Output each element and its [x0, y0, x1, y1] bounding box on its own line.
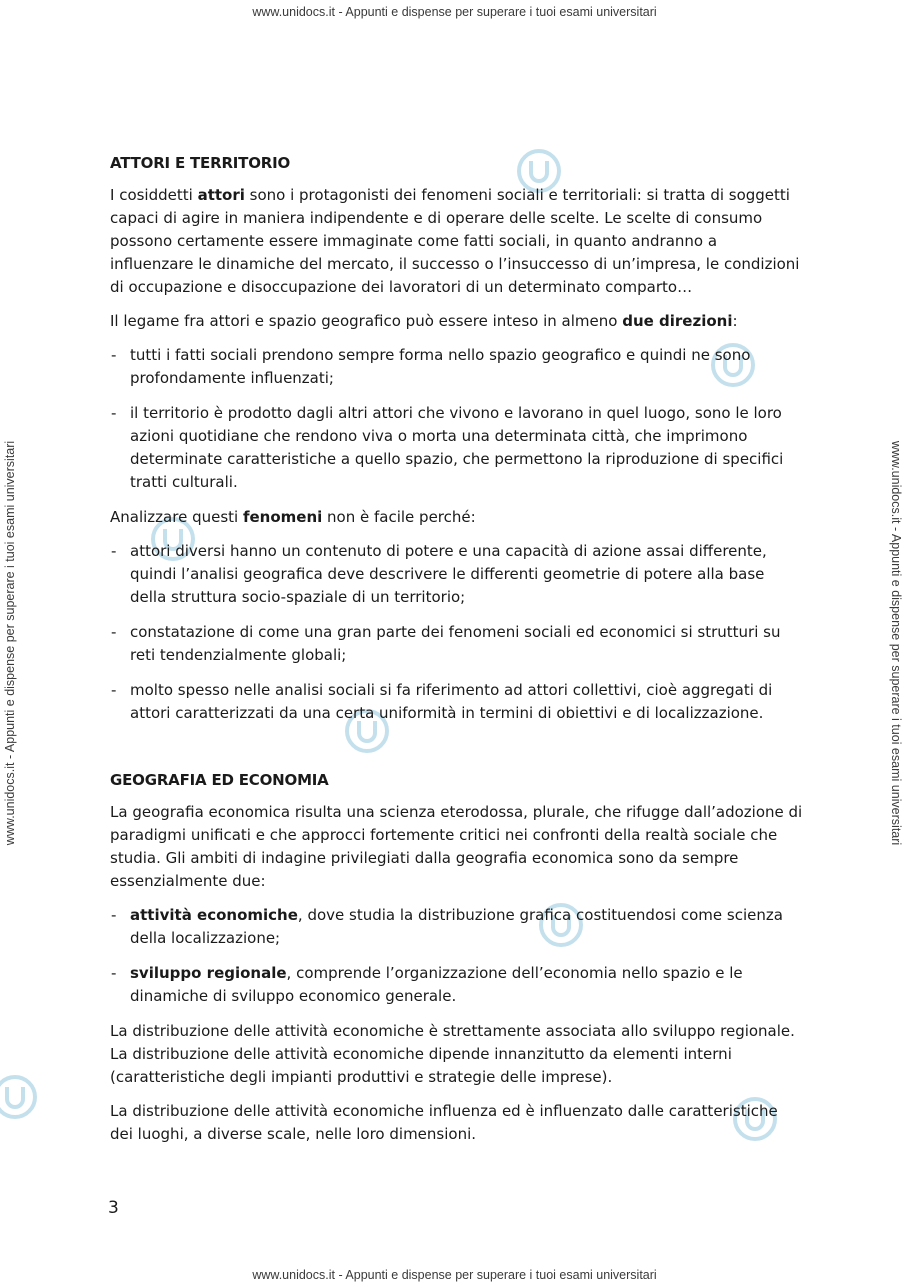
text-run: , comprende l’organizzazione dell’economia nello spazio e le dinamiche di sviluppo economico generale.	[130, 964, 743, 1005]
text-run: sono i protagonisti dei fenomeni sociali e territoriali: si tratta di soggetti capaci di agire in maniera indipendente e di operare delle scelte. Le scelte di consumo possono certamente essere immaginate come fatti sociali, in quanto andranno a influenzare le dinamiche del mercato, il successo o l’insuccesso di un’impresa, le condizioni di occupazione e disoccupazione dei lavoratori di un determinato comparto…	[110, 186, 800, 296]
text-run: :	[732, 312, 738, 330]
bold-term: attori	[197, 186, 245, 204]
paragraph-distribuzione-2: La distribuzione delle attività economiche influenza ed è influenzato dalle caratteristiche dei luoghi, a diverse scale, nelle loro dimensioni.	[110, 1102, 778, 1143]
text-run: Il legame fra attori e spazio geografico può essere inteso in almeno	[110, 312, 623, 330]
list-direzioni	[110, 344, 805, 494]
list-item: - il territorio è prodotto dagli altri attori che vivono e lavorano in quel luogo, sono le loro azioni quotidiane che rendono viva o morta una determinata città, che imprimono determinate caratteristiche a quello spazio, che permettono la riproduzione di specifici tratti culturali.	[110, 402, 805, 494]
document-body	[110, 152, 805, 1157]
bold-term: due direzioni	[622, 312, 733, 330]
watermark-left: www.unidocs.it - Appunti e dispense per superare i tuoi esami universitari	[3, 440, 17, 846]
text-run: Analizzare questi	[110, 508, 243, 526]
paragraph-legame	[110, 310, 805, 333]
watermark-bottom: www.unidocs.it - Appunti e dispense per superare i tuoi esami universitari	[252, 1268, 657, 1282]
list-item	[110, 962, 805, 1008]
list-item: - molto spesso nelle analisi sociali si fa riferimento ad attori collettivi, cioè aggregati di attori caratterizzati da una certa uniformità in termini di obiettivi e di localizzazione.	[110, 679, 805, 725]
section-title-geografia-economia: GEOGRAFIA ED ECONOMIA	[110, 771, 329, 789]
paragraph-geografia-economica: La geografia economica risulta una scienza eterodossa, plurale, che rifugge dall’adozione di paradigmi unificati e che approcci fortemente critici nei confronti della realtà sociale che studia. Gli ambiti di indagine privilegiati dalla geografia economica sono da sempre essenzialmente due:	[110, 803, 803, 890]
list-item: - tutti i fatti sociali prendono sempre forma nello spazio geografico e quindi ne sono profondamente influenzati;	[110, 344, 805, 390]
unidocs-logo-watermark-icon	[0, 1074, 38, 1120]
watermark-right: www.unidocs.it - Appunti e dispense per superare i tuoi esami universitari	[889, 440, 903, 846]
text-run: , dove studia la distribuzione grafica costituendosi come scienza della localizzazione;	[130, 906, 783, 947]
list-item: - constatazione di come una gran parte dei fenomeni sociali ed economici si strutturi su reti tendenzialmente globali;	[110, 621, 805, 667]
section-title-attori-territorio: ATTORI E TERRITORIO	[110, 154, 291, 172]
paragraph-fenomeni	[110, 506, 805, 529]
page-number: 3	[108, 1198, 119, 1218]
list-item: - attori diversi hanno un contenuto di potere e una capacità di azione assai differente, quindi l’analisi geografica deve descrivere le differenti geometrie di potere alla base della struttura socio-spaziale di un territorio;	[110, 540, 805, 609]
watermark-top: www.unidocs.it - Appunti e dispense per superare i tuoi esami universitari	[252, 5, 657, 19]
bold-term: fenomeni	[242, 508, 323, 526]
bold-term: sviluppo regionale	[130, 964, 287, 982]
list-ambiti	[110, 904, 805, 1008]
paragraph-distribuzione-1: La distribuzione delle attività economiche è strettamente associata allo sviluppo regionale. La distribuzione delle attività economiche dipende innanzitutto da elementi interni (caratteristiche degli impianti produttivi e strategie delle imprese).	[110, 1022, 795, 1086]
list-item	[110, 904, 805, 950]
bold-term: attività economiche	[130, 906, 298, 924]
section-gap	[110, 737, 805, 769]
text-run: non è facile perché:	[322, 508, 476, 526]
text-run: I cosiddetti	[110, 186, 198, 204]
paragraph-attori	[110, 184, 805, 299]
list-fenomeni	[110, 540, 805, 725]
